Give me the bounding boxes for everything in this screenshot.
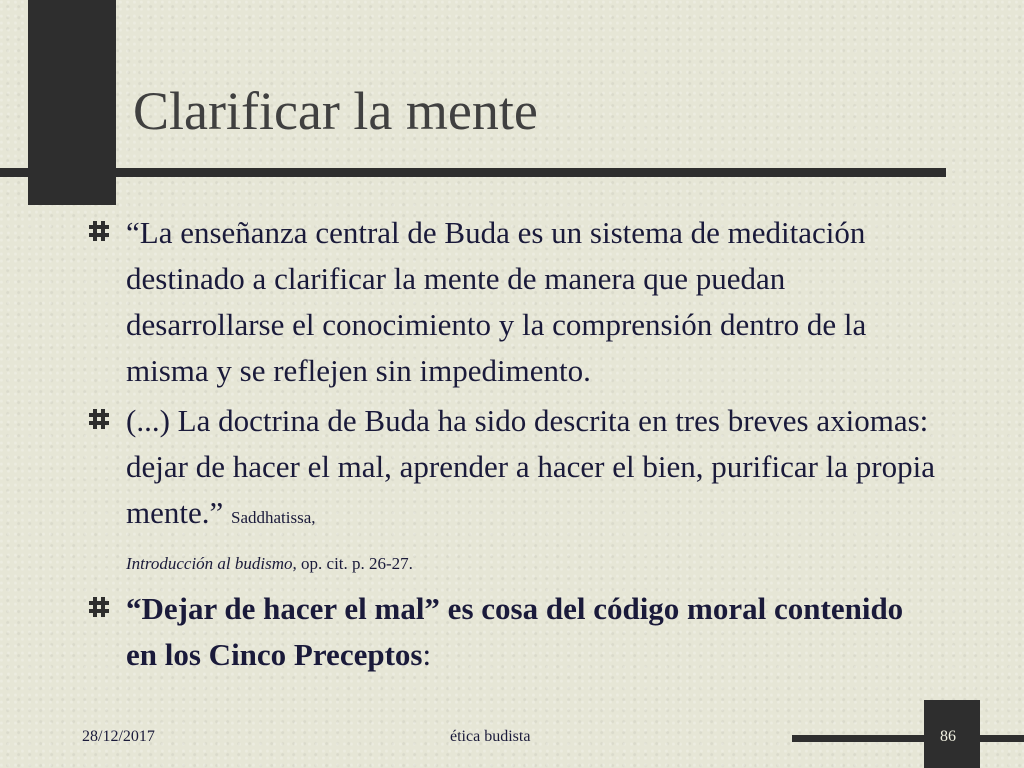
footer-bar [792,735,1024,742]
bullet-list [88,210,938,682]
citation-rest: op. cit. p. 26-27. [301,554,413,573]
bullet-text: (...) La doctrina de Buda ha sido descrita en tres breves axiomas: dejar de hacer el mal, aprender a hacer el bien, purificar la propia mente.” [126,403,935,530]
bullet-item-3 [88,586,938,678]
slide-title: Clarificar la mente [133,81,538,141]
footer-date: 28/12/2017 [82,728,155,745]
citation-author: Saddhatissa, [231,508,316,527]
bullet-tail: : [422,637,432,672]
citation [126,554,413,573]
hash-bullet-icon [88,220,110,242]
bullet-item-2 [88,398,938,582]
bullet-item-1 [88,210,938,394]
bullet-text: “La enseñanza central de Buda es un sistema de meditación destinado a clarificar la mente de manera que puedan desarrollarse el conocimiento y la comprensión dentro de la misma y se reflejen sin impedimento. [126,215,867,388]
hash-bullet-icon [88,408,110,430]
bullet-text-bold: “Dejar de hacer el mal” es cosa del código moral contenido en los Cinco Preceptos [126,591,904,672]
title-underline-bar [0,168,946,177]
hash-bullet-icon [88,596,110,618]
page-number: 86 [940,728,956,745]
citation-title: Introducción al budismo, [126,554,297,573]
footer-title: ética budista [450,728,531,745]
